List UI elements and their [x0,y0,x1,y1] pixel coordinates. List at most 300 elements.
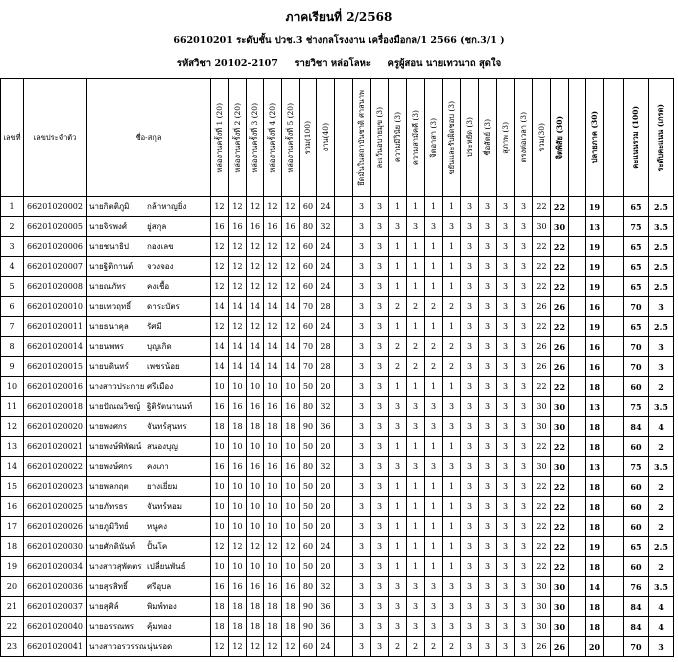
cell-lab-4: 10 [264,557,282,577]
col-lab2: หล่องานครั้งที่ 2 (20) [229,79,247,197]
cell-affective30: 22 [551,497,569,517]
cell-no: 2 [1,217,24,237]
cell-grand100: 70 [624,337,649,357]
cell-lab-5: 16 [282,397,300,417]
cell-affective30: 22 [551,477,569,497]
cell-affective30: 22 [551,317,569,337]
cell-trait-7: 3 [461,597,479,617]
cell-final30: 18 [586,377,604,397]
cell-affective30: 30 [551,617,569,637]
cell-trait-1: 3 [353,417,371,437]
cell-trait-9: 3 [497,577,515,597]
last-name: เปลี่ยนพันธ์ [147,562,186,571]
cell-no: 3 [1,237,24,257]
cell-sum30: 26 [533,297,551,317]
cell-grade: 4 [649,617,674,637]
cell-grand100: 60 [624,377,649,397]
cell-lab-4: 18 [264,597,282,617]
cell-final30: 18 [586,557,604,577]
cell-trait-2: 3 [371,257,389,277]
cell-trait-1: 3 [353,477,371,497]
cell-lab-1: 12 [211,257,229,277]
table-row [1,237,674,257]
col-trait-9: สุภาพ (3) [497,79,515,197]
cell-blank [335,317,353,337]
cell-trait-10: 3 [515,217,533,237]
first-name: นางสาวสุพัตตร [89,562,142,571]
first-name: นายปัณณวิชญ์ [89,402,141,411]
cell-work40: 32 [317,457,335,477]
last-name: ยู่สกุล [147,222,167,231]
cell-trait-6: 3 [443,417,461,437]
cell-blank [569,257,586,277]
first-name: นายกิตติภูมิ [89,202,130,211]
cell-student-id: 66201020020 [24,417,87,437]
cell-name [87,377,211,397]
cell-sum30: 22 [533,237,551,257]
course-name: รายวิชา หล่อโลหะ [294,58,371,69]
cell-trait-3: 2 [389,337,407,357]
cell-lab-2: 14 [229,337,247,357]
cell-work40: 20 [317,437,335,457]
cell-trait-3: 3 [389,577,407,597]
col-total100: รวม(100) [300,79,317,197]
cell-name [87,617,211,637]
cell-grade: 2.5 [649,317,674,337]
table-body [1,197,674,657]
first-name: นายพลกฤต [89,482,129,491]
cell-no: 23 [1,637,24,657]
cell-lab-4: 12 [264,537,282,557]
cell-affective30: 26 [551,297,569,317]
cell-trait-4: 3 [407,457,425,477]
cell-sum30: 22 [533,497,551,517]
cell-lab-2: 12 [229,237,247,257]
cell-lab-2: 16 [229,217,247,237]
cell-trait-5: 1 [425,237,443,257]
cell-trait-10: 3 [515,517,533,537]
cell-student-id: 66201020015 [24,357,87,377]
cell-lab-1: 16 [211,577,229,597]
cell-trait-5: 2 [425,337,443,357]
cell-trait-10: 3 [515,197,533,217]
cell-grade: 2 [649,477,674,497]
cell-trait-6: 1 [443,537,461,557]
cell-lab-4: 16 [264,397,282,417]
cell-trait-10: 3 [515,537,533,557]
cell-trait-1: 3 [353,497,371,517]
cell-lab-2: 12 [229,257,247,277]
cell-lab-5: 12 [282,197,300,217]
cell-trait-2: 3 [371,417,389,437]
cell-trait-9: 3 [497,317,515,337]
cell-lab-2: 10 [229,477,247,497]
cell-trait-1: 3 [353,577,371,597]
cell-blank [604,517,624,537]
cell-no: 6 [1,297,24,317]
cell-lab-2: 10 [229,517,247,537]
first-name: นายภัทรธร [89,502,128,511]
cell-trait-4: 1 [407,557,425,577]
cell-grand100: 75 [624,217,649,237]
cell-trait-8: 3 [479,397,497,417]
first-name: นายฐิติกานต์ [89,262,134,271]
cell-total100: 90 [300,417,317,437]
cell-final30: 18 [586,417,604,437]
cell-trait-10: 3 [515,257,533,277]
cell-no: 21 [1,597,24,617]
cell-trait-4: 3 [407,417,425,437]
cell-student-id: 66201020008 [24,277,87,297]
cell-trait-6: 3 [443,577,461,597]
cell-lab-1: 10 [211,477,229,497]
cell-trait-9: 3 [497,357,515,377]
last-name: คุ้มทอง [147,622,172,631]
cell-trait-4: 1 [407,197,425,217]
cell-blank [604,277,624,297]
cell-lab-4: 10 [264,497,282,517]
cell-work40: 24 [317,237,335,257]
cell-lab-3: 18 [247,617,264,637]
cell-lab-1: 10 [211,437,229,457]
cell-trait-8: 3 [479,277,497,297]
cell-blank [604,197,624,217]
cell-no: 8 [1,337,24,357]
cell-no: 1 [1,197,24,217]
cell-trait-5: 1 [425,377,443,397]
cell-lab-4: 16 [264,217,282,237]
last-name: จันทร์หอม [147,502,183,511]
cell-lab-3: 18 [247,417,264,437]
cell-trait-6: 1 [443,317,461,337]
cell-lab-3: 10 [247,437,264,457]
cell-total100: 60 [300,237,317,257]
cell-trait-9: 3 [497,617,515,637]
cell-sum30: 22 [533,377,551,397]
cell-trait-7: 3 [461,237,479,257]
cell-grade: 2.5 [649,237,674,257]
cell-trait-6: 1 [443,237,461,257]
grade-table [0,78,674,657]
cell-trait-6: 3 [443,457,461,477]
cell-trait-4: 3 [407,577,425,597]
cell-trait-3: 1 [389,377,407,397]
cell-trait-6: 3 [443,617,461,637]
cell-work40: 28 [317,337,335,357]
cell-blank [335,277,353,297]
cell-final30: 19 [586,257,604,277]
cell-trait-4: 1 [407,377,425,397]
cell-lab-3: 12 [247,317,264,337]
cell-blank [335,517,353,537]
cell-blank [335,497,353,517]
cell-trait-6: 1 [443,497,461,517]
cell-trait-1: 3 [353,217,371,237]
cell-blank [569,537,586,557]
cell-trait-2: 3 [371,617,389,637]
cell-grade: 2.5 [649,257,674,277]
cell-student-id: 66201020037 [24,597,87,617]
last-name: จันทร์สุนทร [147,422,187,431]
cell-work40: 24 [317,257,335,277]
cell-work40: 36 [317,597,335,617]
cell-trait-4: 2 [407,337,425,357]
table-row [1,457,674,477]
cell-grade: 3 [649,637,674,657]
cell-trait-3: 1 [389,317,407,337]
cell-grade: 3 [649,297,674,317]
cell-total100: 50 [300,477,317,497]
cell-blank [569,437,586,457]
cell-total100: 90 [300,597,317,617]
cell-trait-3: 3 [389,397,407,417]
cell-trait-9: 3 [497,517,515,537]
col-name: ชื่อ-สกุล [87,79,211,197]
cell-lab-3: 10 [247,517,264,537]
cell-trait-6: 3 [443,397,461,417]
cell-no: 15 [1,477,24,497]
cell-trait-7: 3 [461,297,479,317]
teacher-name: ครูผู้สอน นายเทวนาถ สุดใจ [387,58,502,69]
cell-trait-9: 3 [497,397,515,417]
cell-affective30: 22 [551,277,569,297]
cell-trait-7: 3 [461,377,479,397]
last-name: รัศมี [147,322,162,331]
cell-trait-7: 3 [461,497,479,517]
cell-grand100: 75 [624,397,649,417]
first-name: นายสุศิล์ [89,602,119,611]
cell-grand100: 70 [624,297,649,317]
cell-sum30: 22 [533,557,551,577]
cell-trait-6: 2 [443,357,461,377]
cell-lab-5: 12 [282,277,300,297]
last-name: บุญเกิด [147,342,172,351]
cell-blank [569,337,586,357]
cell-trait-4: 1 [407,517,425,537]
table-row [1,617,674,637]
first-name: นายจิรพงศ์ [89,222,127,231]
col-blank-1 [335,79,353,197]
cell-trait-7: 3 [461,637,479,657]
cell-blank [604,537,624,557]
cell-lab-4: 14 [264,337,282,357]
cell-trait-8: 3 [479,597,497,617]
cell-total100: 80 [300,577,317,597]
cell-grade: 3.5 [649,397,674,417]
cell-lab-3: 16 [247,577,264,597]
cell-trait-8: 3 [479,517,497,537]
cell-final30: 18 [586,497,604,517]
cell-grade: 4 [649,417,674,437]
cell-trait-3: 3 [389,597,407,617]
cell-trait-4: 3 [407,617,425,637]
cell-trait-5: 3 [425,577,443,597]
cell-trait-9: 3 [497,377,515,397]
cell-grade: 3.5 [649,457,674,477]
cell-trait-8: 3 [479,437,497,457]
cell-trait-1: 3 [353,457,371,477]
first-name: นายสุรสิทธิ์ [89,582,128,591]
cell-sum30: 26 [533,357,551,377]
cell-name [87,217,211,237]
cell-trait-4: 1 [407,257,425,277]
cell-final30: 18 [586,617,604,637]
col-grand100: คะแนนรวม (100) [624,79,649,197]
cell-trait-1: 3 [353,237,371,257]
cell-grand100: 60 [624,517,649,537]
cell-grade: 4 [649,597,674,617]
cell-trait-6: 2 [443,297,461,317]
cell-final30: 16 [586,297,604,317]
cell-grade: 2 [649,557,674,577]
cell-trait-2: 3 [371,557,389,577]
cell-affective30: 30 [551,577,569,597]
cell-trait-5: 2 [425,357,443,377]
table-row [1,297,674,317]
last-name: เพชรน้อย [147,362,180,371]
cell-trait-2: 3 [371,537,389,557]
cell-trait-5: 3 [425,457,443,477]
cell-blank [335,457,353,477]
cell-student-id: 66201020005 [24,217,87,237]
cell-final30: 16 [586,337,604,357]
cell-no: 16 [1,497,24,517]
cell-sum30: 22 [533,477,551,497]
cell-sum30: 22 [533,317,551,337]
cell-lab-5: 18 [282,617,300,637]
cell-trait-10: 3 [515,637,533,657]
cell-no: 18 [1,537,24,557]
cell-trait-2: 3 [371,217,389,237]
last-name: หนูคง [147,522,167,531]
cell-trait-6: 3 [443,597,461,617]
col-trait-3: ความมีวินัย (3) [389,79,407,197]
cell-grade: 3 [649,357,674,377]
cell-blank [335,437,353,457]
cell-lab-3: 14 [247,297,264,317]
cell-lab-2: 12 [229,277,247,297]
col-trait-4: ความสามัคคี (3) [407,79,425,197]
last-name: คงเภา [147,462,169,471]
cell-sum30: 26 [533,637,551,657]
col-no: เลขที่ [1,79,24,197]
cell-grade: 2 [649,497,674,517]
first-name: นายศักดินันท์ [89,542,135,551]
cell-sum30: 22 [533,517,551,537]
cell-trait-4: 2 [407,297,425,317]
cell-trait-9: 3 [497,557,515,577]
cell-trait-4: 2 [407,637,425,657]
cell-no: 13 [1,437,24,457]
cell-lab-2: 16 [229,397,247,417]
cell-total100: 90 [300,617,317,637]
cell-trait-9: 3 [497,477,515,497]
table-row [1,637,674,657]
cell-trait-5: 1 [425,557,443,577]
cell-lab-3: 18 [247,597,264,617]
cell-trait-10: 3 [515,237,533,257]
cell-grand100: 70 [624,357,649,377]
cell-student-id: 66201020041 [24,637,87,657]
cell-lab-5: 12 [282,317,300,337]
cell-trait-8: 3 [479,577,497,597]
cell-trait-3: 1 [389,197,407,217]
cell-name [87,337,211,357]
cell-no: 22 [1,617,24,637]
cell-no: 14 [1,457,24,477]
cell-total100: 80 [300,397,317,417]
cell-lab-2: 10 [229,377,247,397]
cell-lab-3: 10 [247,377,264,397]
cell-work40: 36 [317,417,335,437]
cell-blank [604,597,624,617]
cell-blank [335,257,353,277]
table-row [1,397,674,417]
cell-total100: 60 [300,537,317,557]
cell-trait-6: 1 [443,257,461,277]
cell-lab-2: 16 [229,577,247,597]
cell-lab-1: 18 [211,617,229,637]
cell-grand100: 60 [624,477,649,497]
cell-lab-4: 12 [264,637,282,657]
cell-trait-4: 3 [407,597,425,617]
cell-grand100: 65 [624,237,649,257]
cell-grand100: 60 [624,497,649,517]
cell-trait-8: 3 [479,357,497,377]
last-name: ศรีเมือง [147,382,174,391]
cell-student-id: 66201020030 [24,537,87,557]
cell-trait-6: 3 [443,217,461,237]
cell-final30: 18 [586,517,604,537]
cell-grand100: 65 [624,257,649,277]
cell-trait-1: 3 [353,537,371,557]
cell-trait-1: 3 [353,297,371,317]
cell-blank [569,217,586,237]
cell-lab-2: 12 [229,637,247,657]
cell-sum30: 30 [533,217,551,237]
cell-trait-2: 3 [371,197,389,217]
cell-lab-4: 16 [264,577,282,597]
cell-trait-10: 3 [515,597,533,617]
cell-work40: 28 [317,357,335,377]
cell-lab-2: 10 [229,497,247,517]
cell-blank [604,377,624,397]
cell-trait-8: 3 [479,477,497,497]
cell-lab-3: 10 [247,557,264,577]
cell-blank [569,557,586,577]
cell-trait-5: 1 [425,537,443,557]
cell-trait-2: 3 [371,357,389,377]
cell-lab-3: 12 [247,237,264,257]
cell-no: 10 [1,377,24,397]
table-row [1,557,674,577]
cell-lab-5: 10 [282,437,300,457]
last-name: นุ่นรอด [147,642,173,651]
cell-lab-3: 12 [247,637,264,657]
cell-trait-8: 3 [479,497,497,517]
cell-blank [569,497,586,517]
cell-lab-5: 10 [282,477,300,497]
cell-blank [569,477,586,497]
cell-grand100: 65 [624,537,649,557]
cell-trait-9: 3 [497,597,515,617]
cell-lab-4: 12 [264,317,282,337]
cell-name [87,517,211,537]
cell-trait-4: 1 [407,537,425,557]
cell-trait-2: 3 [371,597,389,617]
cell-blank [604,297,624,317]
cell-trait-2: 3 [371,517,389,537]
